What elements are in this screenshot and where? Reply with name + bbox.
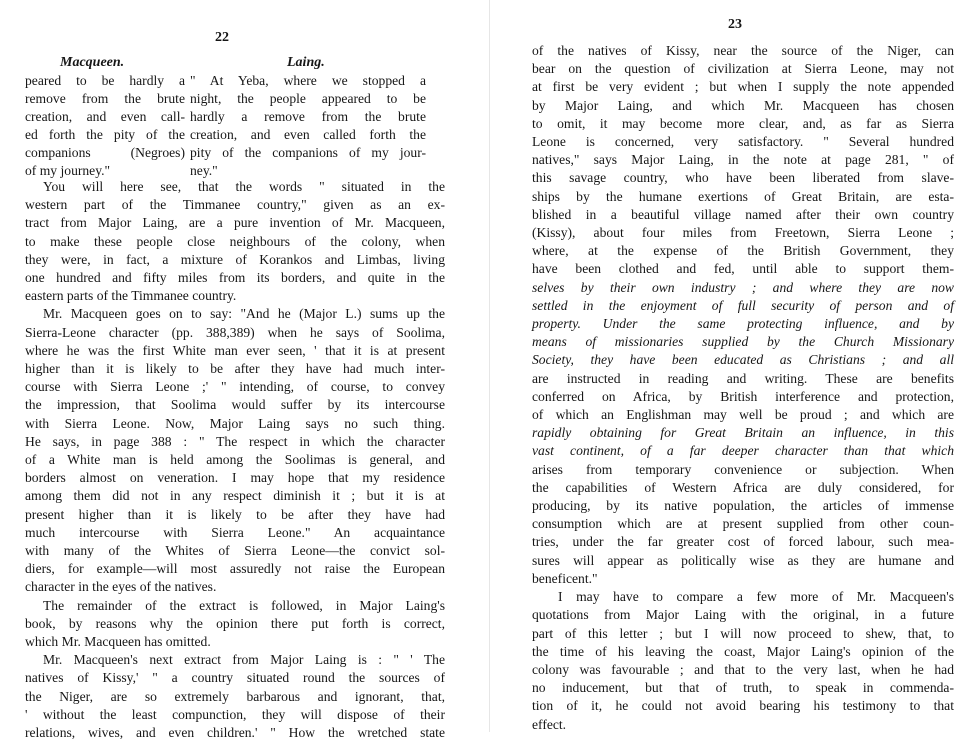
text-line: The remainder of the extract is followed, in Major Laing's	[43, 597, 445, 613]
text-line: quotations from Major Laing with the original, in a future	[532, 607, 954, 623]
text-line: borders almost on veneration. I may hope that my residence	[25, 470, 445, 486]
text-line: they were, in fact, a mixture of Korankos and Limbas, living	[25, 251, 445, 267]
text-line: the impression, that Soolima would suffer by its intercourse	[25, 397, 445, 413]
text-line: natives," says Major Laing, in the note at page 281, " of	[532, 152, 954, 168]
text-line: night, the people appeared to be	[190, 91, 426, 106]
text-line: peared to be hardly a	[25, 73, 185, 88]
text-line: (Kissy), about four miles from Freetown, Sierra Leone ;	[532, 225, 954, 241]
text-line: consumption which are at present supplied from other coun-	[532, 516, 954, 532]
text-line: at first be very evident ; but when I supply the note appended	[532, 79, 954, 95]
macqueen-quote-column	[25, 72, 185, 180]
text-line: ney."	[190, 163, 218, 178]
page-number: 23	[728, 17, 742, 32]
text-line: this savage country, who have been liberated from slave-	[532, 170, 954, 186]
text-line: are instructed in reading and writing. These are benefits	[532, 370, 954, 386]
text-line: I may have to compare a few more of Mr. Macqueen's	[558, 589, 954, 605]
text-line: relations, wives, and even children.' " How the wretched state	[25, 725, 445, 741]
left-body-text	[25, 178, 445, 742]
text-line: conferred on Africa, by British interference and protection,	[532, 388, 954, 404]
text-line: arises from temporary convenience or subjection. When	[532, 461, 954, 477]
text-line: among them did not in any respect diminish it ; but it is at	[25, 488, 445, 504]
text-line: bear on the question of civilization at Sierra Leone, may not	[532, 61, 954, 77]
text-line: " At Yeba, where we stopped a	[190, 73, 426, 88]
text-line: creation, and even call-	[25, 109, 185, 124]
text-line: tries, under the far greater cost of forced labour, such mea-	[532, 534, 954, 550]
text-line: eastern parts of the Timmanee country.	[25, 288, 237, 304]
text-line: ships by the humane exertions of Great Britain, are esta-	[532, 188, 954, 204]
text-line: with many of the Whites of Sierra Leone—the convict sol-	[25, 543, 445, 559]
text-line: Leone is concerned, very satisfactory. " Several hundred	[532, 134, 954, 150]
right-body-text	[532, 42, 954, 734]
text-line: the Niger, are so extremely barbarous and ignorant, that,	[25, 688, 445, 704]
text-line: to omit, it may become more clear, and, as far as Sierra	[532, 115, 954, 131]
text-line: much intercourse with Sierra Leone." An acquaintance	[25, 524, 445, 540]
text-line: Mr. Macqueen's next extract from Major Laing is : " ' The	[43, 652, 445, 668]
text-line: ' without the least compunction, they will dispose of their	[25, 706, 445, 722]
text-line: property. Under the same protecting influence, and by	[532, 316, 954, 332]
page-number: 22	[215, 30, 229, 45]
text-line: character in the eyes of the natives.	[25, 579, 217, 595]
text-line: tract from Major Laing, are a pure invention of Mr. Macqueen,	[25, 215, 445, 231]
text-line: beneficent."	[532, 570, 598, 586]
text-line: of my journey."	[25, 163, 111, 178]
text-line: of the natives of Kissy, near the source of the Niger, can	[532, 43, 954, 58]
text-line: companions (Negroes)	[25, 145, 185, 160]
text-line: which Mr. Macqueen has omitted.	[25, 634, 211, 650]
text-line: He says, in page 388 : " The respect in which the character	[25, 433, 445, 449]
text-line: ed forth the pity of the	[25, 127, 185, 142]
text-line: western part of the Timmanee country," given as an ex-	[25, 197, 445, 213]
text-line: vast continent, of a far deeper character than that which	[532, 443, 954, 459]
laing-quote-column	[190, 72, 426, 180]
text-line: where, at the expense of the British Government, they	[532, 243, 954, 259]
text-line: no inducement, but that of truth, to speak in commenda-	[532, 680, 954, 696]
text-line: means of missionaries supplied by the Church Missionary	[532, 334, 954, 350]
text-line: where he was the first White man ever seen, ' that it is at present	[25, 342, 445, 358]
text-line: higher than it is likely to be after they have had much inter-	[25, 361, 445, 377]
text-line: hardly a remove from the brute	[190, 109, 426, 124]
text-line: selves by their own industry ; and where they are now	[532, 279, 954, 295]
text-line: the time of his leaving the coast, Major Laing's opinion of the	[532, 643, 954, 659]
text-line: natives of Kissy,' " a country situated round the sources of	[25, 670, 445, 686]
text-line: creation, and even called forth the	[190, 127, 426, 142]
text-line: by Major Laing, and which Mr. Macqueen has chosen	[532, 97, 954, 113]
text-line: colony was favourable ; and that to the very last, when he had	[532, 661, 954, 677]
text-line: You will here see, that the words " situated in the	[43, 179, 445, 194]
right-page	[490, 0, 980, 732]
text-line: diers, for example—will most assuredly not raise the European	[25, 561, 445, 577]
text-line: part of this letter ; but I will now proceed to shew, that, to	[532, 625, 954, 641]
text-line: remove from the brute	[25, 91, 185, 106]
text-line: blished in a beautiful village named after their own country	[532, 206, 954, 222]
text-line: Sierra-Leone character (pp. 388,389) when he says of Soolima,	[25, 324, 445, 340]
text-line: the capabilities of Western Africa are duly considered, for	[532, 479, 954, 495]
text-line: Society, they have been educated as Christians ; and all	[532, 352, 954, 368]
text-line: pity of the companions of my jour-	[190, 145, 426, 160]
text-line: present higher than it is likely to be after they have had	[25, 506, 445, 522]
text-line: one hundred and fifty miles from its borders, and quite in the	[25, 270, 445, 286]
text-line: Mr. Macqueen goes on to say: "And he (Major L.) sums up the	[43, 306, 445, 322]
text-line: with Sierra Leone. Now, Major Laing says no such thing.	[25, 415, 445, 431]
text-line: producing, by its native population, the articles of immense	[532, 498, 954, 514]
left-page	[0, 0, 490, 741]
text-line: rapidly obtaining for Great Britain an influence, in this	[532, 425, 954, 441]
text-line: to make these people close neighbours of the colony, when	[25, 233, 445, 249]
text-line: of a White man is held among the Soolimas is general, and	[25, 452, 445, 468]
column-heading-laing: Laing.	[287, 55, 325, 70]
text-line: effect.	[532, 716, 567, 732]
text-line: sures will appear as politically wise as they are humane and	[532, 552, 954, 568]
text-line: have been clothed and fed, until able to support them-	[532, 261, 954, 277]
text-line: course with Sierra Leone ;' " intending, of course, to convey	[25, 379, 445, 395]
text-line: of which an Englishman may well be proud ; and which are	[532, 407, 954, 423]
text-line: settled in the enjoyment of full security of person and of	[532, 297, 954, 313]
text-line: tion of it, he could not avoid bearing his testimony to that	[532, 698, 954, 714]
text-line: book, by reasons why the opinion there put forth is correct,	[25, 615, 445, 631]
column-heading-macqueen: Macqueen.	[60, 55, 125, 70]
